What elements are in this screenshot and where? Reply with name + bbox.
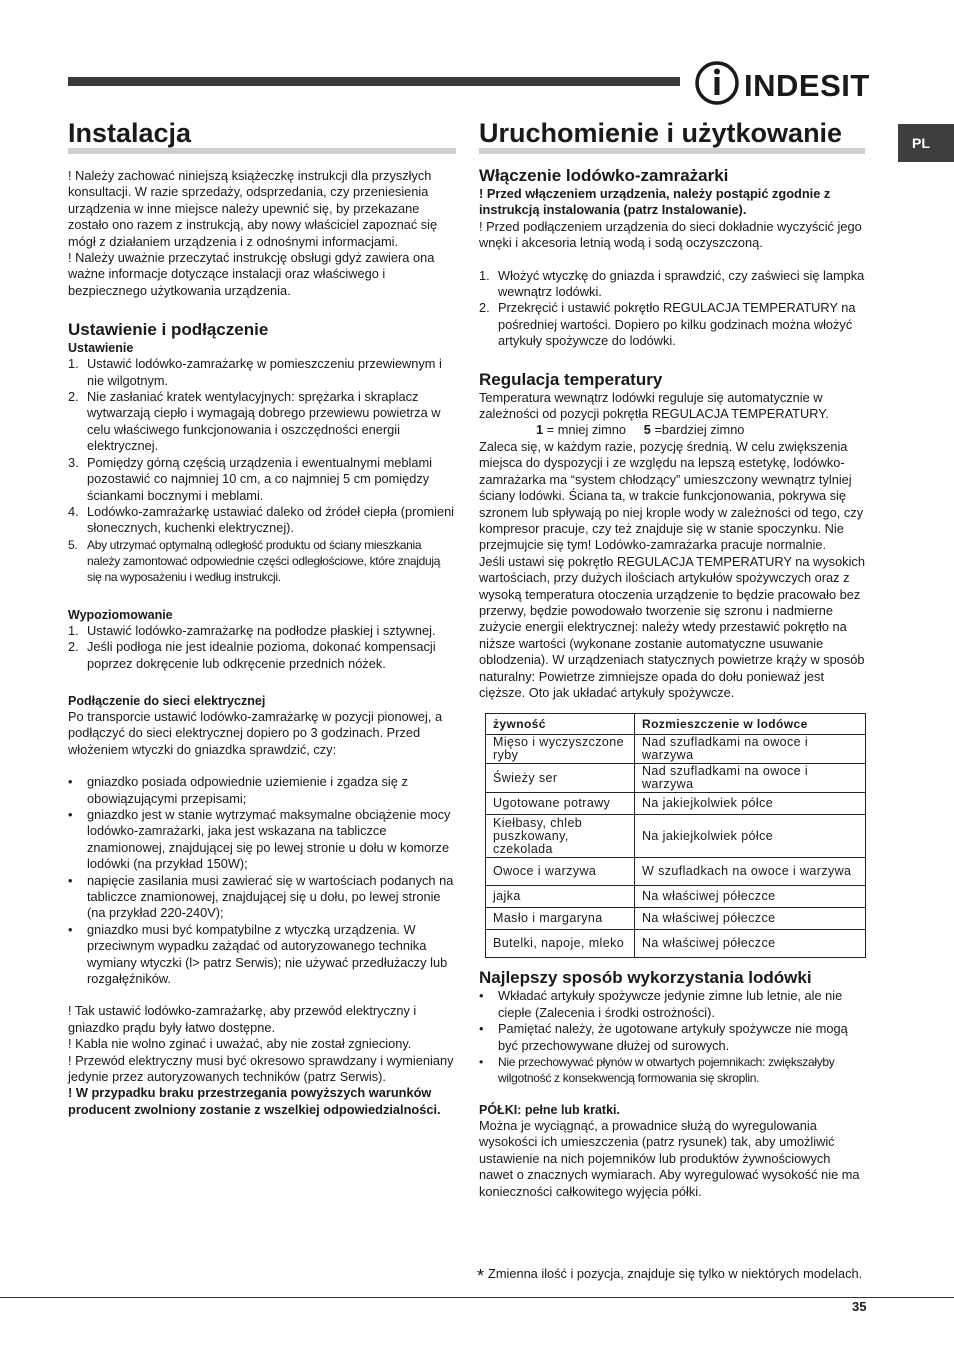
table-row (486, 908, 866, 930)
electric-intro: Po transporcie ustawić lodówko-zamrażarkę w pozycji pionowej, a podłączyć do sieci elektrycznej dopiero po 3 godzinach. Przed włożeniem wtyczki do gniazdka sprawdzić, czy: (68, 708, 443, 757)
footnote-asterisk: * (477, 1266, 485, 1286)
table-header: Rozmieszczenie w lodówce (635, 714, 866, 735)
table-row (486, 735, 866, 764)
table-cell: Ugotowane potrawy (486, 793, 635, 815)
setup-heading: Ustawienie i podłączenie (68, 320, 269, 340)
list-item: 2. Jeśli podłoga nie jest idealnie pozioma, dokonać kompensacji poprzez dokręcenie lub odkręcenie przednich nóżek. (68, 639, 436, 671)
usage-title: Uruchomienie i użytkowanie (479, 118, 865, 154)
footnote-text: Zmienna ilość i pozycja, znajduje się tylko w niektórych modelach. (488, 1266, 863, 1281)
table-row (486, 858, 866, 886)
table-cell: Na właściwej półeczce (635, 886, 866, 908)
best-use-heading: Najlepszy sposób wykorzystania lodówki (479, 968, 812, 988)
final-warning: ! W przypadku braku przestrzegania powyższych warunków producent zwolniony zostanie z wszelkiej odpowiedzialności. (68, 1085, 441, 1117)
shelves-heading: PÓŁKI: pełne lub kratki. (479, 1103, 620, 1117)
brand-name: INDESIT (744, 68, 870, 103)
temperature-scale: 1 = mniej zimno 5 =bardziej zimno (536, 422, 745, 438)
warning-1: ! Tak ustawić lodówko-zamrażarkę, aby przewód elektryczny i gniazdko prądu były łatwo dostępne. (68, 1003, 417, 1035)
table-cell: Nad szufladkami na owoce i warzywa (635, 735, 866, 764)
list-item: 4. Lodówko-zamrażarkę ustawiać daleko od źródeł ciepła (promieni słonecznych, kuchenki elektrycznej). (68, 503, 455, 536)
electric-heading: Podłączenie do sieci elektrycznej (68, 693, 266, 708)
table-header-row (486, 714, 866, 735)
start-heading: Włączenie lodówko-zamrażarki (479, 166, 729, 185)
list-item: • gniazdko posiada odpowiednie uziemienie i zgadza się z obowiązującymi przepisami; (68, 774, 408, 806)
temperature-body: Zaleca się, w każdym razie, pozycję średnią. W celu zwiększenia miejsca do dyspozycji i ze względu na lepszą estetykę, lodówko-zamrażarka ma “system chłodzący” umieszczony wewnątrz tylniej ściany lodówki. Ściana ta, w trakcie funkcjonowania, pokrywa się szronem lub spływają po niej krople wody w zależności od tego, czy kompresor pracuje, czy też znajduje się w stanie spoczynku. Nie przejmujcie się tym! Lodówko-zamrażarka pracuje normalnie. (479, 438, 864, 553)
list-item: • gniazdko musi być kompatybilne z wtyczką urządzenia. W przeciwnym wypadku zażądać od autoryzowanego technika wymiany wtyczki (l> patrz Serwis); nie używać przedłużaczy lub rozgałęźników. (68, 921, 448, 987)
start-steps (479, 268, 865, 350)
table-cell: Butelki, napoje, mleko (486, 930, 635, 958)
list-item: • gniazdko jest w stanie wytrzymać maksymalne obciążenie mocy lodówko-zamrażarki, jaka jest wskazana na tabliczce znamionowej, znajdującej się po lewej stronie u dołu w komorze lodówki (na przykład 150W); (68, 806, 451, 872)
table-row (486, 930, 866, 958)
table-cell: Na jakiejkolwiek półce (635, 793, 866, 815)
header-bar (68, 77, 680, 86)
table-row (486, 886, 866, 908)
list-item: 2. Przekręcić i ustawić pokrętło REGULACJA TEMPERATURY na pośredniej wartości. Dopiero po kilku godzinach można włożyć artykuły spożywcze do lodówki. (479, 300, 856, 349)
usage-column (479, 118, 865, 1200)
list-item: 1. Ustawić lodówko-zamrażarkę w pomieszczeniu przewiewnym i nie wilgotnym. (68, 356, 442, 388)
list-item: • napięcie zasilania musi zawierać się w wartościach podanych na tabliczce znamionowej, znajdującej się u dołu, po lewej stronie (na przykład 220-240V); (68, 872, 454, 921)
list-item: 5. Aby utrzymać optymalną odległość produktu od ściany mieszkania należy zamontować odpowiednie części odległościowe, które znajdują się na wyposażeniu i według instrukcji. (68, 537, 441, 584)
temperature-heading: Regulacja temperatury (479, 369, 663, 389)
temperature-body-2: Jeśli ustawi się pokrętło REGULACJA TEMPERATURY na wysokich wartościach, przy dużych ilościach artykułów spożywczych oraz z wysoką temperatura otoczenia urządzenie to będzie pracowało bez przerwy, będzie powodowało tworzenie się szronu i nadmierne zużycie energii elektrycznej: należy wtedy przestawić pokrętło na niższe wartości (wykonane zostanie automatyczne usuwanie oblodzenia). W urządzeniach statycznych powietrze krąży w sposób naturalny: Powietrze zimniejsze opada do dołu ponieważ jest cięższe. Oto jak układać artykuły spożywcze. (479, 553, 865, 700)
installation-column (68, 118, 456, 1118)
list-item: 1. Włożyć wtyczkę do gniazda i sprawdzić, czy zaświeci się lampka wewnątrz lodówki. (479, 267, 865, 300)
indesit-logo (694, 60, 870, 106)
table-header: żywność (486, 714, 635, 735)
table-row (486, 815, 866, 858)
installation-title: Instalacja (68, 118, 456, 154)
placement-list (68, 356, 456, 584)
leveling-heading: Wypoziomowanie (68, 607, 173, 622)
table-cell: Nad szufladkami na owoce i warzywa (635, 764, 866, 793)
leveling-list (68, 623, 456, 672)
table-cell: Na jakiejkolwiek półce (635, 815, 866, 858)
table-cell: W szufladkach na owoce i warzywa (635, 858, 866, 886)
table-cell: Na właściwej półeczce (635, 930, 866, 958)
table-cell: Świeży ser (486, 764, 635, 793)
page-number: 35 (852, 1299, 867, 1314)
shelves-text: Można je wyciągnąć, a prowadnice służą do wyregulowania wysokości ich umieszczenia (patrz rysunek) tak, aby umożliwić ustawienie na nich pojemników lub produktów żywnościowych nawet o znacznych wymiarach. Aby wyregulować wysokość nie ma konieczności całkowitego wyjęcia półki. (479, 1118, 860, 1199)
table-cell: jajka (486, 886, 635, 908)
table-cell: Mięso i wyczyszczone ryby (486, 735, 635, 764)
start-cleaning-text: ! Przed podłączeniem urządzenia do sieci dokładnie wyczyścić jego wnęki i akcesoria letnią wodą i sodą oczyszczoną. (479, 218, 862, 251)
list-item: • Pamiętać należy, że ugotowane artykuły spożywcze nie mogą być przechowywane dłużej od surowych. (479, 1021, 848, 1053)
footer-divider (0, 1297, 954, 1298)
table-row (486, 793, 866, 815)
table-cell: Owoce i warzywa (486, 858, 635, 886)
list-item: • Nie przechowywać płynów w otwartych pojemnikach: zwiększałyby wilgotność z konsekwencją formowania się skroplin. (479, 1055, 835, 1085)
list-item: 3. Pomiędzy górną częścią urządzenia i ewentualnymi meblami pozostawić co najmniej 10 cm, a co najmniej 5 cm pomiędzy ściankami bocznymi i meblami. (68, 454, 432, 503)
table-cell: Masło i margaryna (486, 908, 635, 930)
warning-3: ! Przewód elektryczny musi być okresowo sprawdzany i wymieniany jedynie przez autoryzowanych techników (patrz Serwis). (68, 1052, 454, 1085)
temperature-intro: Temperatura wewnątrz lodówki reguluje się automatycznie w zależności od pozycji pokrętła REGULACJA TEMPERATURY. (479, 389, 829, 422)
list-item: 2. Nie zasłaniać kratek wentylacyjnych: sprężarka i skraplacz wytwarzają ciepło i wymagają dobrego przewiewu powietrza w celu właściwego funkcjonowania i oszczędności energii elektrycznej. (68, 389, 441, 454)
footnote (477, 1266, 862, 1287)
list-item: 1. Ustawić lodówko-zamrażarkę na podłodze płaskiej i sztywnej. (68, 622, 436, 638)
intro-paragraph-2: ! Należy uważnie przeczytać instrukcję obsługi gdyż zawiera ona ważne informacje dotyczące instalacji oraz właściwego i bezpiecznego użytkowania urządzenia. (68, 250, 435, 298)
language-badge: PL (898, 124, 954, 162)
electric-checklist (68, 774, 456, 987)
warning-2: ! Kabla nie wolno zginać i uważać, aby nie został zgnieciony. (68, 1036, 412, 1052)
food-placement-table (485, 713, 866, 958)
placement-heading: Ustawienie (68, 341, 134, 356)
table-row (486, 764, 866, 793)
intro-paragraph-1: ! Należy zachować niniejszą książeczkę instrukcji dla przyszłych konsultacji. W razie sprzedaży, odsprzedania, czy przeniesienia urządzenia w inne miejsce należy upewnić się, by przekazane zostało ono razem z instrukcją, aby nowy właściciel zapoznać się mógł z działaniem urządzenia i z odnośnymi informacjami. (68, 168, 438, 249)
table-cell: Na właściwej półeczce (635, 908, 866, 930)
list-item: • Wkładać artykuły spożywcze jedynie zimne lub letnie, ale nie ciepłe (Zalecenia i środki ostrożności). (479, 988, 843, 1020)
start-warning: ! Przed włączeniem urządzenia, należy postąpić zgodnie z instrukcją instalowania (patrz Instalowanie). (479, 186, 831, 218)
best-use-list (479, 988, 865, 1086)
table-cell: Kiełbasy, chleb puszkowany, czekolada (486, 815, 635, 858)
